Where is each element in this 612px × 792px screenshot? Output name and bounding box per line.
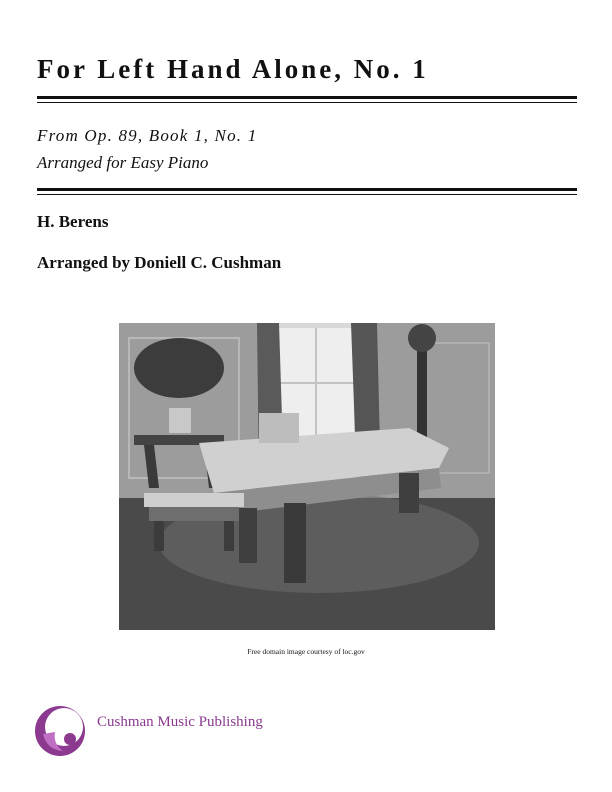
image-credit: Free domain image courtesy of loc.gov [247,647,365,656]
arrangement-subtitle: Arranged for Easy Piano [37,153,209,172]
page-title: For Left Hand Alone, No. 1 [37,54,429,84]
opus-subtitle: From Op. 89, Book 1, No. 1 [37,126,258,145]
composer-name: H. Berens [37,212,109,231]
publisher-name: Cushman Music Publishing [97,714,263,730]
title-divider [37,96,577,103]
subtitle-divider [37,188,577,195]
arranger-name: Arranged by Doniell C. Cushman [37,253,282,272]
publisher-logo-icon [33,704,87,758]
piano-room-photo [119,323,495,630]
